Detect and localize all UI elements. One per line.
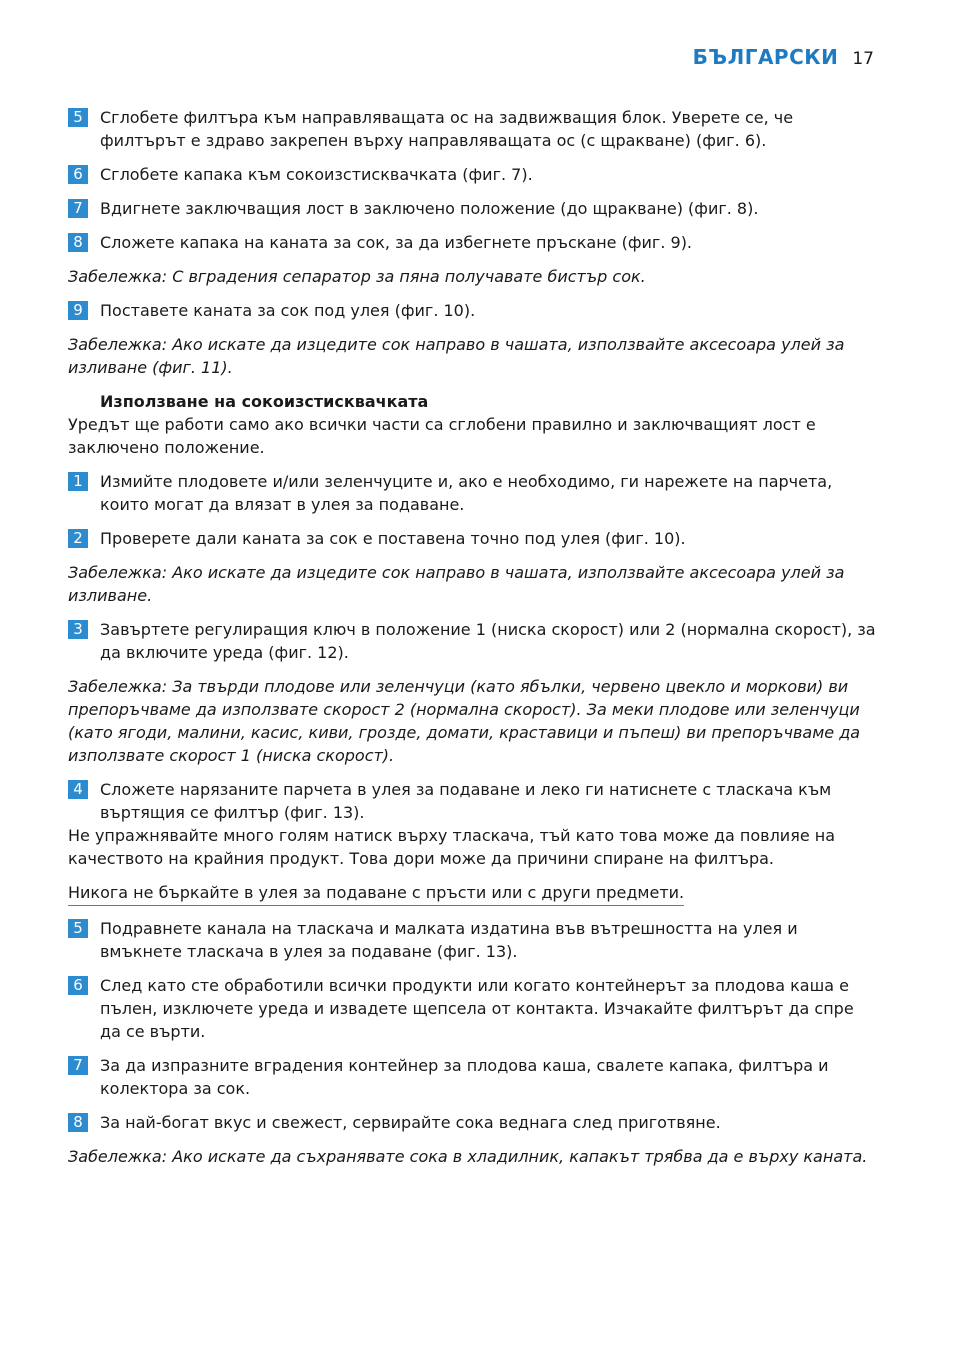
step-number: 5 — [68, 108, 88, 127]
step-text: За да изпразните вградения контейнер за плодова каша, свалете капака, филтъра и колектора за сок. — [100, 1056, 829, 1098]
step-item — [68, 299, 876, 322]
step-item — [68, 231, 876, 254]
step-number: 1 — [68, 472, 88, 491]
step-item — [68, 197, 876, 220]
step-item — [68, 527, 876, 550]
warning-text: Никога не бъркайте в улея за подаване с пръсти или с други предмети. — [68, 881, 684, 906]
step-number: 7 — [68, 199, 88, 218]
step-item — [68, 470, 876, 516]
section-intro: Уредът ще работи само ако всички части са сглобени правилно и заключващият лост е заключено положение. — [68, 415, 816, 457]
step-text: Сглобете капака към сокоизстисквачката (фиг. 7). — [100, 165, 533, 184]
step-number: 2 — [68, 529, 88, 548]
step-number: 9 — [68, 301, 88, 320]
step-text: Поставете каната за сок под улея (фиг. 10). — [100, 301, 476, 320]
step-item — [68, 1054, 876, 1100]
note: Забележка: Ако искате да съхранявате сока в хладилник, капакът трябва да е върху каната. — [68, 1147, 868, 1166]
page-header — [693, 46, 874, 71]
step-item — [68, 778, 876, 824]
page-number: 17 — [852, 49, 874, 69]
step-item — [68, 1111, 876, 1134]
note: Забележка: С вградения сепаратор за пяна получавате бистър сок. — [68, 267, 646, 286]
step-item — [68, 917, 876, 963]
language-label: БЪЛГАРСКИ — [692, 45, 839, 69]
step-number: 6 — [68, 165, 88, 184]
step-text: Сложете капака на каната за сок, за да избегнете пръскане (фиг. 9). — [100, 233, 693, 252]
step-number: 8 — [68, 1113, 88, 1132]
step-number: 7 — [68, 1056, 88, 1075]
step-text: Завъртете регулиращия ключ в положение 1 (ниска скорост) или 2 (нормална скорост), за да включите уреда (фиг. 12). — [100, 620, 876, 662]
step-text: Сложете нарязаните парчета в улея за подаване и леко ги натиснете с тласкача към въртящия се филтър (фиг. 13). — [100, 780, 832, 822]
section-heading: Използване на сокоизстисквачката — [100, 392, 429, 411]
step-text: За най-богат вкус и свежест, сервирайте сока веднага след приготвяне. — [100, 1113, 721, 1132]
step-number: 5 — [68, 919, 88, 938]
step-number: 8 — [68, 233, 88, 252]
step-text: Проверете дали каната за сок е поставена точно под улея (фиг. 10). — [100, 529, 686, 548]
step-number: 3 — [68, 620, 88, 639]
step-number: 4 — [68, 780, 88, 799]
step-text: След като сте обработили всички продукти или когато контейнерът за плодова каша е пълен, изключете уреда и извадете щепсела от контакта. Изчакайте филтърът да спре да се върти. — [100, 976, 854, 1041]
step-item — [68, 163, 876, 186]
step-text: Вдигнете заключващия лост в заключено положение (до щракване) (фиг. 8). — [100, 199, 759, 218]
step-item — [68, 974, 876, 1043]
pressure-paragraph: Не упражнявайте много голям натиск върху тласкача, тъй като това може да повлияе на качеството на крайния продукт. Това дори може да причини спиране на филтъра. — [68, 826, 836, 868]
step-item — [68, 106, 876, 152]
step-text: Сглобете филтъра към направляващата ос на задвижващия блок. Уверете се, че филтърът е здраво закрепен върху направляващата ос (с щракване) (фиг. 6). — [100, 108, 794, 150]
note: Забележка: Ако искате да изцедите сок направо в чашата, използвайте аксесоара улей за изливане. — [68, 563, 845, 605]
step-item — [68, 618, 876, 664]
note: Забележка: Ако искате да изцедите сок направо в чашата, използвайте аксесоара улей за изливане (фиг. 11). — [68, 335, 845, 377]
step-text: Измийте плодовете и/или зеленчуците и, ако е необходимо, ги нарежете на парчета, които могат да влязат в улея за подаване. — [100, 472, 833, 514]
step-text: Подравнете канала на тласкача и малката издатина във вътрешността на улея и вмъкнете тласкача в улея за подаване (фиг. 13). — [100, 919, 798, 961]
page-content — [68, 106, 876, 1168]
note: Забележка: За твърди плодове или зеленчуци (като ябълки, червено цвекло и моркови) ви препоръчваме да използвате скорост 2 (нормална скорост). За меки плодове или зеленчуци (като ягоди, малини, касис, киви, грозде, домати, краставици и пъпеш) ви препоръчваме да използвате скорост 1 (ниска скорост). — [68, 677, 861, 765]
step-number: 6 — [68, 976, 88, 995]
